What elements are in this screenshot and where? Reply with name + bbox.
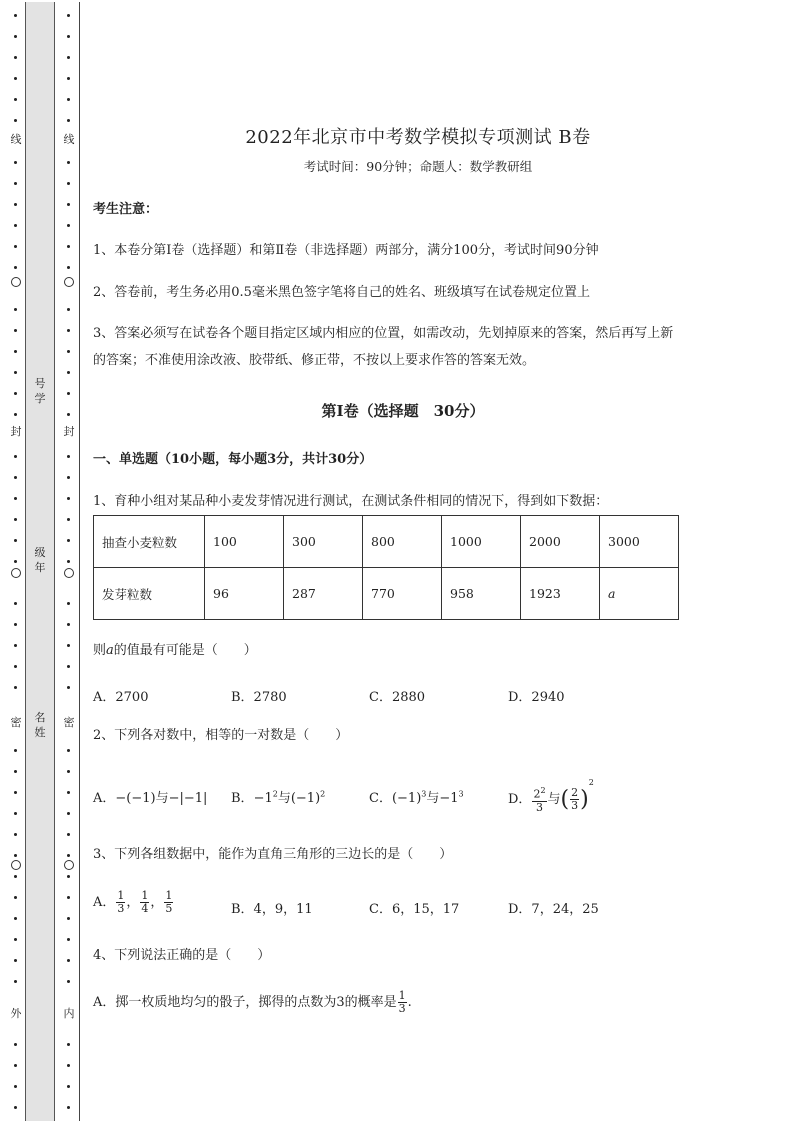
binding-circle bbox=[11, 277, 21, 287]
binding-dot bbox=[14, 224, 17, 227]
field-label-grade: 级年 bbox=[34, 546, 46, 574]
table-cell: 100 bbox=[205, 516, 284, 568]
binding-dot bbox=[14, 98, 17, 101]
period: . bbox=[407, 995, 412, 1010]
binding-circle bbox=[64, 860, 74, 870]
binding-dot bbox=[67, 182, 70, 185]
option-label: B． bbox=[231, 791, 254, 806]
denominator: 3 bbox=[535, 800, 543, 814]
fraction bbox=[570, 787, 579, 812]
note-item: 1、本卷分第I卷（选择题）和第Ⅱ卷（非选择题）两部分，满分100分，考试时间90分钟 bbox=[93, 243, 599, 258]
option-d[interactable]: D．7，24，25 bbox=[508, 902, 599, 917]
binding-dot bbox=[67, 623, 70, 626]
binding-dot bbox=[14, 1106, 17, 1109]
binding-dot bbox=[67, 14, 70, 17]
ask-text: 的值最有可能是（ ） bbox=[113, 643, 257, 658]
binding-dot bbox=[14, 854, 17, 857]
option-label: C． bbox=[369, 791, 392, 806]
option-b[interactable]: B．2780 bbox=[231, 690, 287, 705]
binding-dot bbox=[67, 476, 70, 479]
question-1-stem: 1、育种小组对某品种小麦发芽情况进行测试，在测试条件相同的情况下，得到如下数据： bbox=[93, 494, 609, 509]
binding-circle bbox=[64, 568, 74, 578]
binding-dot bbox=[67, 203, 70, 206]
note-item: 3、答案必须写在试卷各个题目指定区域内相应的位置，如需改动，先划掉原来的答案，然后再写上新 bbox=[93, 326, 674, 341]
binding-dot bbox=[14, 938, 17, 941]
binding-dot bbox=[14, 602, 17, 605]
option-d[interactable]: D．2940 bbox=[508, 690, 565, 705]
binding-dot bbox=[67, 518, 70, 521]
binding-dot bbox=[67, 308, 70, 311]
separator: ， bbox=[126, 895, 140, 910]
binding-dot bbox=[67, 1043, 70, 1046]
binding-dot bbox=[14, 770, 17, 773]
seal-char: 线 bbox=[63, 133, 75, 146]
binding-dot bbox=[14, 329, 17, 332]
binding-dot bbox=[67, 749, 70, 752]
binding-dot bbox=[67, 791, 70, 794]
math-expression: 与(−1) bbox=[277, 791, 321, 806]
table-cell: 770 bbox=[363, 568, 442, 620]
fraction bbox=[532, 785, 546, 814]
fraction bbox=[398, 990, 407, 1015]
math-expression: 与 bbox=[547, 792, 561, 807]
note-item: 的答案；不准使用涂改液、胶带纸、修正带，不按以上要求作答的答案无效。 bbox=[93, 353, 536, 368]
binding-dot bbox=[14, 350, 17, 353]
binding-dot bbox=[67, 329, 70, 332]
binding-dot bbox=[14, 1064, 17, 1067]
binding-dot bbox=[14, 665, 17, 668]
binding-dot bbox=[14, 14, 17, 17]
binding-dot bbox=[14, 875, 17, 878]
math-expression: (−1) bbox=[391, 791, 422, 806]
data-table bbox=[93, 515, 679, 620]
binding-dot bbox=[67, 665, 70, 668]
option-a[interactable] bbox=[93, 787, 207, 806]
fraction bbox=[140, 890, 149, 915]
exponent: 2 bbox=[540, 786, 546, 796]
binding-dot bbox=[67, 497, 70, 500]
binding-dot bbox=[67, 245, 70, 248]
inner-seal-line bbox=[62, 0, 76, 1123]
binding-dot bbox=[14, 1085, 17, 1088]
binding-dot bbox=[67, 938, 70, 941]
math-expression: 与−1 bbox=[426, 791, 459, 806]
binding-dot bbox=[14, 119, 17, 122]
binding-circle bbox=[64, 277, 74, 287]
binding-dot bbox=[67, 224, 70, 227]
binding-dot bbox=[67, 770, 70, 773]
option-label: A． bbox=[93, 895, 116, 910]
binding-dot bbox=[14, 560, 17, 563]
binding-dot bbox=[14, 35, 17, 38]
exponent: 2 bbox=[272, 789, 278, 799]
binding-dot bbox=[67, 602, 70, 605]
binding-dot bbox=[14, 371, 17, 374]
left-paren: ( bbox=[560, 787, 570, 812]
right-paren: ) bbox=[580, 787, 589, 812]
math-expression: −(−1)与−|−1| bbox=[115, 791, 208, 806]
binding-dot bbox=[14, 203, 17, 206]
table-cell: 3000 bbox=[600, 516, 679, 568]
binding-dot bbox=[14, 497, 17, 500]
question-3-stem: 3、下列各组数据中，能作为直角三角形的三边长的是（ ） bbox=[93, 847, 453, 862]
binding-dot bbox=[67, 644, 70, 647]
ask-text: 则 bbox=[93, 643, 107, 658]
binding-dot bbox=[14, 644, 17, 647]
field-label-name: 名姓 bbox=[34, 711, 46, 739]
numerator: 1 bbox=[141, 889, 149, 902]
binding-dot bbox=[14, 245, 17, 248]
table-cell: 800 bbox=[363, 516, 442, 568]
binding-dot bbox=[67, 266, 70, 269]
binding-dot bbox=[14, 476, 17, 479]
exam-info: 考试时间：90分钟；命题人：数学教研组 bbox=[303, 159, 533, 174]
binding-dot bbox=[67, 98, 70, 101]
fraction bbox=[116, 890, 125, 915]
binding-dot bbox=[67, 560, 70, 563]
part-title: 一、单选题（10小题，每小题3分，共计30分） bbox=[93, 452, 373, 467]
table-cell: 96 bbox=[205, 568, 284, 620]
option-d[interactable] bbox=[508, 778, 594, 814]
page-title: 2022年北京市中考数学模拟专项测试 B卷 bbox=[245, 127, 591, 148]
option-a[interactable]: A．2700 bbox=[93, 690, 149, 705]
binding-margin bbox=[0, 0, 82, 1123]
seal-char: 内 bbox=[63, 1007, 75, 1020]
binding-dot bbox=[67, 56, 70, 59]
binding-dot bbox=[14, 791, 17, 794]
table-cell: 287 bbox=[284, 568, 363, 620]
table-cell: 300 bbox=[284, 516, 363, 568]
table-cell: 1923 bbox=[521, 568, 600, 620]
option-label: D． bbox=[508, 792, 532, 807]
binding-dot bbox=[67, 413, 70, 416]
denominator: 4 bbox=[141, 902, 149, 915]
binding-dot bbox=[14, 749, 17, 752]
note-item: 2、答卷前，考生务必用0.5毫米黑色签字笔将自己的姓名、班级填写在试卷规定位置上 bbox=[93, 285, 590, 300]
option-b[interactable] bbox=[231, 787, 325, 806]
binding-dot bbox=[67, 77, 70, 80]
denominator: 3 bbox=[571, 799, 579, 812]
binding-dot bbox=[14, 896, 17, 899]
numerator: 1 bbox=[165, 889, 173, 902]
binding-circle bbox=[11, 568, 21, 578]
table-cell: 958 bbox=[442, 568, 521, 620]
option-label: A． bbox=[93, 791, 116, 806]
table-cell: 1000 bbox=[442, 516, 521, 568]
binding-dot bbox=[67, 455, 70, 458]
binding-dot bbox=[14, 812, 17, 815]
binding-dot bbox=[67, 980, 70, 983]
binding-circle bbox=[11, 860, 21, 870]
exponent: 3 bbox=[458, 789, 464, 799]
binding-dot bbox=[67, 539, 70, 542]
binding-dot bbox=[14, 623, 17, 626]
seal-char: 密 bbox=[63, 716, 75, 729]
question-1-ask bbox=[93, 641, 257, 661]
binding-dot bbox=[67, 371, 70, 374]
binding-dot bbox=[14, 917, 17, 920]
table-row bbox=[94, 516, 679, 568]
binding-dot bbox=[14, 161, 17, 164]
question-4-stem: 4、下列说法正确的是（ ） bbox=[93, 948, 271, 963]
binding-dot bbox=[67, 1064, 70, 1067]
seal-char: 线 bbox=[10, 133, 22, 146]
denominator: 5 bbox=[165, 902, 173, 915]
binding-dot bbox=[67, 350, 70, 353]
binding-dot bbox=[67, 959, 70, 962]
denominator: 3 bbox=[117, 902, 125, 915]
binding-dot bbox=[67, 1106, 70, 1109]
binding-dot bbox=[14, 77, 17, 80]
binding-dot bbox=[67, 1085, 70, 1088]
exponent: 2 bbox=[588, 778, 594, 787]
ask-variable: a bbox=[106, 643, 114, 658]
option-text: A．掷一枚质地均匀的骰子，掷得的点数为3的概率是 bbox=[93, 995, 397, 1010]
numerator: 1 bbox=[398, 989, 406, 1002]
table-cell: 2000 bbox=[521, 516, 600, 568]
seal-char: 外 bbox=[10, 1007, 22, 1020]
binding-dot bbox=[67, 875, 70, 878]
fraction bbox=[164, 890, 173, 915]
table-cell: a bbox=[600, 568, 679, 620]
table-cell: 抽查小麦粒数 bbox=[94, 516, 205, 568]
seal-char: 封 bbox=[10, 425, 22, 438]
numerator: 1 bbox=[117, 889, 125, 902]
denominator: 3 bbox=[398, 1002, 406, 1015]
binding-dot bbox=[14, 413, 17, 416]
table-cell: 发芽粒数 bbox=[94, 568, 205, 620]
binding-dot bbox=[67, 896, 70, 899]
binding-dot bbox=[14, 392, 17, 395]
option-c[interactable]: C．6，15，17 bbox=[369, 902, 460, 917]
binding-dot bbox=[14, 686, 17, 689]
binding-dot bbox=[67, 812, 70, 815]
binding-dot bbox=[14, 266, 17, 269]
option-a[interactable] bbox=[93, 890, 174, 915]
field-label-number: 号学 bbox=[34, 377, 46, 405]
binding-dot bbox=[14, 308, 17, 311]
separator: ， bbox=[150, 895, 164, 910]
exponent: 3 bbox=[421, 789, 427, 799]
binding-dot bbox=[14, 833, 17, 836]
binding-dot bbox=[14, 1043, 17, 1046]
outer-seal-line bbox=[9, 0, 23, 1123]
binding-dot bbox=[67, 161, 70, 164]
seal-char: 封 bbox=[63, 425, 75, 438]
binding-dot bbox=[67, 854, 70, 857]
binding-dot bbox=[14, 455, 17, 458]
section-title: 第I卷（选择题 30分） bbox=[321, 402, 485, 420]
binding-dot bbox=[67, 119, 70, 122]
binding-dot bbox=[67, 686, 70, 689]
binding-dot bbox=[14, 56, 17, 59]
numerator: 2 bbox=[533, 787, 541, 801]
binding-dot bbox=[67, 392, 70, 395]
binding-dot bbox=[14, 959, 17, 962]
binding-dot bbox=[14, 182, 17, 185]
question-2-stem: 2、下列各对数中，相等的一对数是（ ） bbox=[93, 728, 349, 743]
option-a[interactable] bbox=[93, 990, 412, 1015]
notes-heading: 考生注意： bbox=[93, 202, 159, 217]
binding-dot bbox=[67, 917, 70, 920]
math-expression: −1 bbox=[253, 791, 273, 806]
binding-dot bbox=[14, 518, 17, 521]
binding-dot bbox=[14, 539, 17, 542]
binding-dot bbox=[14, 980, 17, 983]
seal-char: 密 bbox=[10, 716, 22, 729]
option-c[interactable] bbox=[369, 787, 464, 806]
option-b[interactable]: B．4，9，11 bbox=[231, 902, 313, 917]
option-c[interactable]: C．2880 bbox=[369, 690, 426, 705]
table-row bbox=[94, 568, 679, 620]
binding-divider bbox=[79, 2, 80, 1121]
numerator: 2 bbox=[571, 786, 579, 799]
exponent: 2 bbox=[320, 789, 326, 799]
binding-dot bbox=[67, 35, 70, 38]
binding-dot bbox=[67, 833, 70, 836]
